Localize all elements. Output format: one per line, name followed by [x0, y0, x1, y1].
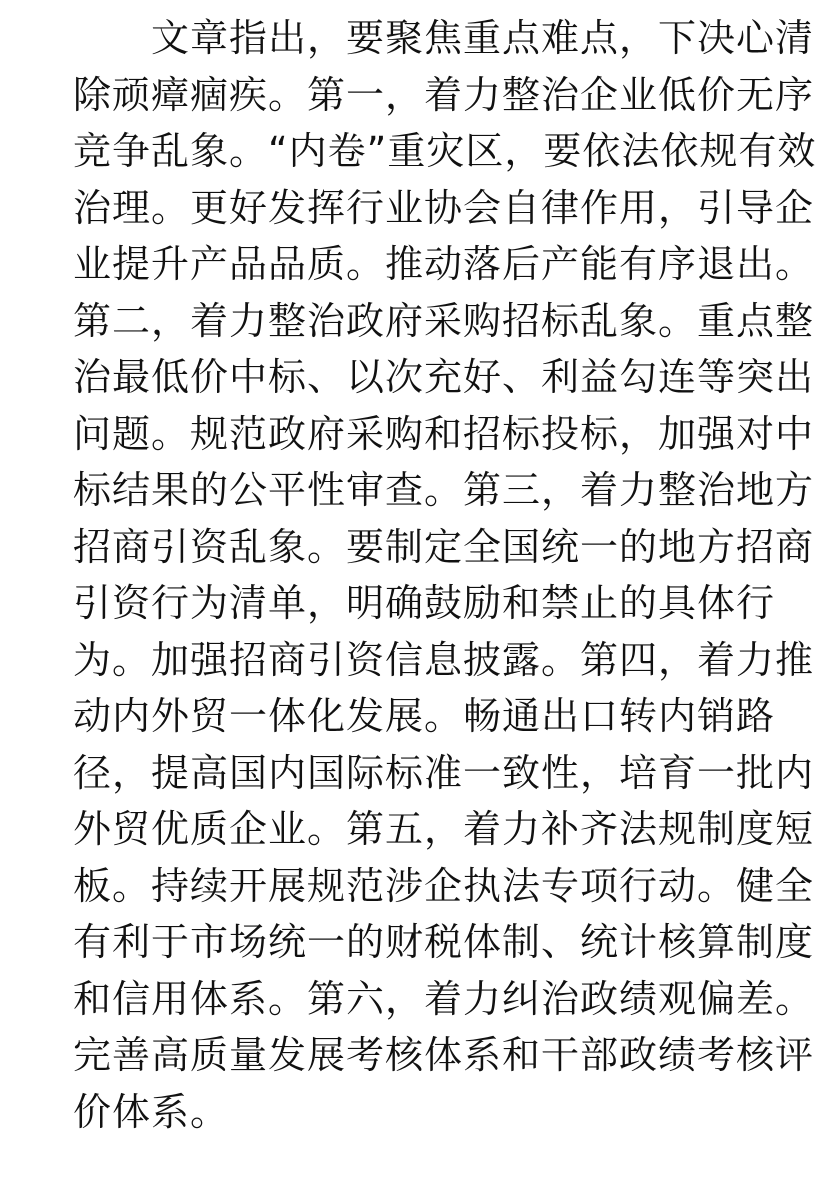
- text-line: 第二，着力整治政府采购招标乱象。重点整: [73, 298, 815, 343]
- text-line: 外贸优质企业。第五，着力补齐法规制度短: [73, 807, 815, 851]
- text-line: 问题。规范政府采购和招标投标，加强对中: [73, 411, 815, 456]
- text-line: 竞争乱象。“内卷”重灾区，要依法依规有效: [73, 129, 817, 173]
- text-line: 板。持续开展规范涉企执法专项行动。健全: [73, 863, 815, 908]
- text-line: 招商引资乱象。要制定全国统一的地方招商: [73, 524, 815, 569]
- text-line: 径，提高国内国际标准一致性，培育一批内: [73, 750, 815, 795]
- text-line: 完善高质量发展考核体系和干部政绩考核评: [73, 1033, 815, 1077]
- text-line: 治最低价中标、以次充好、利益勾连等突出: [73, 355, 815, 399]
- text-line: 为。加强招商引资信息披露。第四，着力推: [73, 637, 815, 682]
- text-line: 价体系。: [73, 1089, 230, 1134]
- text-line: 和信用体系。第六，着力纠治政绩观偏差。: [73, 976, 815, 1021]
- text-line: 业提升产品品质。推动落后产能有序退出。: [73, 242, 815, 286]
- text-line: 动内外贸一体化发展。畅通出口转内销路: [73, 694, 776, 738]
- text-line: 标结果的公平性审查。第三，着力整治地方: [73, 468, 815, 512]
- text-line: 引资行为清单，明确鼓励和禁止的具体行: [73, 581, 776, 625]
- text-line: 有利于市场统一的财税体制、统计核算制度: [73, 920, 815, 964]
- text-line: 除顽瘴痼疾。第一，着力整治企业低价无序: [73, 72, 815, 117]
- text-line: 治理。更好发挥行业协会自律作用，引导企: [73, 185, 815, 230]
- text-line: 文章指出，要聚焦重点难点，下决心清: [73, 16, 815, 60]
- article-body: [73, 10, 817, 1140]
